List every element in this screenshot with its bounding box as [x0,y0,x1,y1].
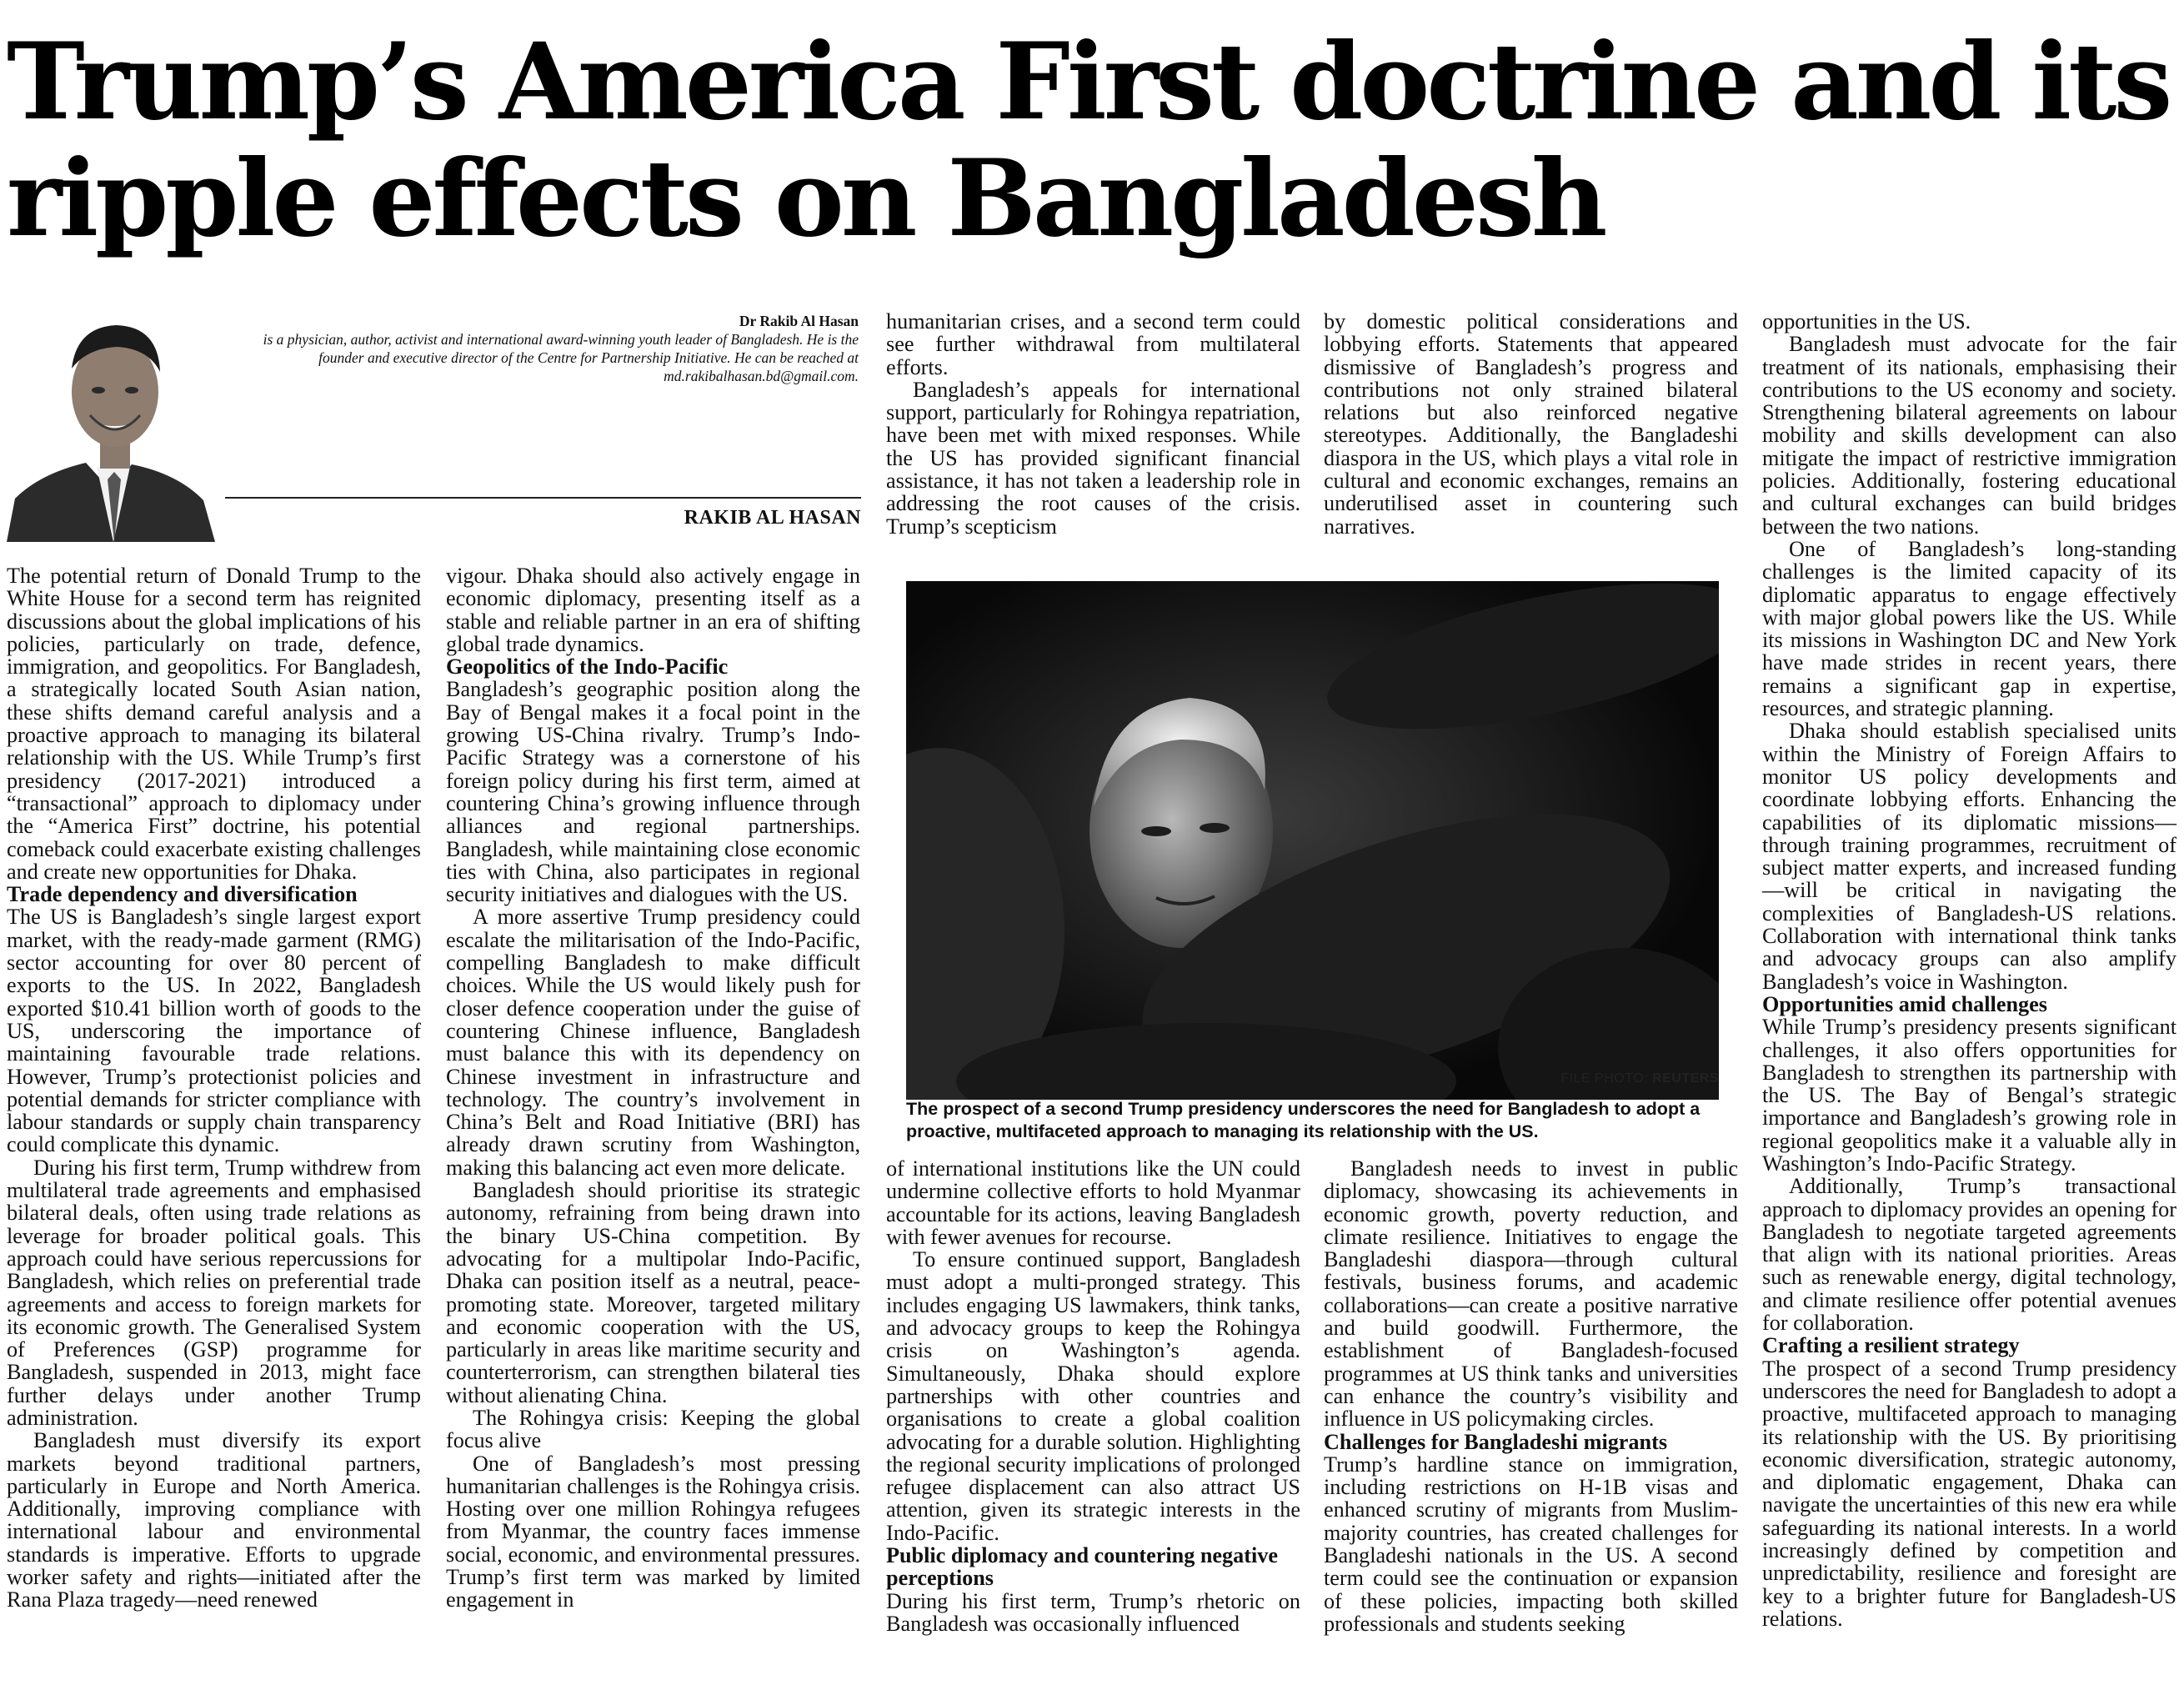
column-5 [1762,310,2176,1630]
byline: RAKIB AL HASAN [684,507,861,529]
author-bio [257,312,859,385]
column-4-bottom [1324,1157,1738,1635]
author-portrait-image [7,300,222,542]
paragraph: Bangladesh should prioritise its strategic autonomy, refraining from being drawn into the binary US-China competition. By advocating for a multipolar Indo-Pacific, Dhaka can position itself as a neutral, peace-promoting state. Moreover, targeted military and economic cooperation with the US, particularly in areas like maritime security and counterterrorism, can strengthen bilateral ties without alienating China. [446,1178,860,1407]
paragraph: A more assertive Trump presidency could escalate the militarisation of the Indo-Pacific, compelling Bangladesh to make difficult choices. While the US would likely push for closer defence cooperation under the guise of countering Chinese influence, Bangladesh must balance this with its dependency on Chinese investment in infrastructure and technology. The country’s involvement in China’s Belt and Road Initiative (BRI) has already drawn scrutiny from Washington, making this balancing act even more delicate. [446,905,860,1180]
photo-caption: The prospect of a second Trump presidency underscores the need for Bangladesh to adopt a proactive, multifaceted approach to managing its relationship with the US. [906,1099,1701,1141]
main-photo [906,581,1719,1100]
paragraph: Bangladesh’s geographic position along the Bay of Bengal makes it a focal point in the growing US-China rivalry. Trump’s Indo-Pacific Strategy was a cornerstone of his foreign policy during his first term, aimed at countering China’s growing influence through alliances and regional partnerships. Bangladesh, while maintaining close economic ties with China, also participates in regional security initiatives and dialogues with the US. [446,677,860,907]
photo-credit-prefix: FILE PHOTO: [1560,1071,1653,1086]
main-photo-image [906,581,1719,1100]
paragraph: vigour. Dhaka should also actively engage in economic diplomacy, presenting itself as a stable and reliable partner in an era of shifting global trade dynamics. [446,564,860,656]
paragraph: opportunities in the US. [1762,309,1971,333]
column-4-top [1324,310,1738,538]
column-3-bottom [886,1157,1300,1635]
paragraph: One of Bangladesh’s long-standing challenges is the limited capacity of its diplomatic apparatus to engage effectively with major global powers like the US. While its missions in Washington DC and New York have made strides in recent years, there remains a significant gap in expertise, resources, and strategic planning. [1762,536,2176,721]
subheading: Geopolitics of the Indo-Pacific [446,654,729,680]
paragraph: Additionally, Trump’s transactional approach to diplomacy provides an opening for Bangladesh to negotiate targeted agreements that align with its national priorities. Areas such as renewable energy, digital technology, and climate resilience offer potential avenues for collaboration. [1762,1174,2176,1336]
subheading: Challenges for Bangladeshi migrants [1324,1429,1668,1454]
paragraph: The US is Bangladesh’s single largest export market, with the ready-made garment (RMG) sector accounting for over 80 percent of exports to the US. In 2022, Bangladesh exported $10.41 billion worth of goods to the US, underscoring the importance of maintaining favourable trade relations. However, Trump’s protectionist policies and potential demands for stricter compliance with labour standards or supply chain transparency could complicate this dynamic. [7,905,421,1157]
paragraph: The potential return of Donald Trump to the White House for a second term has reignited discussions about the global implications of his policies, particularly on trade, defence, immigration, and geopolitics. For Bangladesh, a strategically located South Asian nation, these shifts demand careful analysis and a proactive approach to managing its bilateral relationship with the US. While Trump’s first presidency (2017-2021) introduced a “transactional” approach to diplomacy under the “America First” doctrine, his potential comeback could exacerbate existing challenges and create new opportunities for Dhaka. [7,564,421,884]
author-block [7,300,861,542]
subheading: Trade dependency and diversification [7,882,358,907]
author-photo [7,300,222,542]
author-bio-text: is a physician, author, activist and international award-winning youth leader of Bangladesh. He is the founder and executive director of the Centre for Partnership Initiative. He can be reached at md.rakibalhasan.bd@gmail.com. [263,331,859,384]
subheading: Public diplomacy and countering negative perceptions [886,1543,1278,1591]
paragraph: The Rohingya crisis: Keeping the global focus alive [446,1405,860,1453]
paragraph: Bangladesh’s appeals for international support, particularly for Rohingya repatriation, have been met with mixed responses. While the US has provided significant financial assistance, it has not taken a leadership role in addressing the root causes of the crisis. Trump’s scepticism [886,377,1300,539]
paragraph: humanitarian crises, and a second term could see further withdrawal from multilateral efforts. [886,309,1300,379]
column-2 [446,564,860,1612]
photo-credit [906,1071,1719,1086]
photo-credit-source: REUTERS [1652,1071,1719,1086]
paragraph: of international institutions like the UN could undermine collective efforts to hold Myanmar accountable for its actions, leaving Bangladesh with fewer avenues for recourse. [886,1156,1300,1249]
paragraph: To ensure continued support, Bangladesh must adopt a multi-pronged strategy. This includes engaging US lawmakers, think tanks, and advocacy groups to keep the Rohingya crisis on Washington’s agenda. Simultaneously, Dhaka should explore partnerships with other countries and organisations to create a global coalition advocating for a durable solution. Highlighting the regional security implications of prolonged refugee displacement can also attract US attention, given its strategic interests in the Indo-Pacific. [886,1247,1300,1545]
paragraph: Trump’s hardline stance on immigration, including restrictions on H-1B visas and enhanced scrutiny of migrants from Muslim-majority countries, has created challenges for Bangladeshi nationals in the US. A second term could see the continuation or expansion of these policies, impacting both skilled professionals and students seeking [1324,1452,1738,1636]
paragraph: While Trump’s presidency presents significant challenges, it also offers opportunities for Bangladesh to strengthen its partnership with the US. The Bay of Bengal’s strategic importance and Bangladesh’s growing role in regional geopolitics make it a valuable ally in Washington’s Indo-Pacific Strategy. [1762,1015,2176,1176]
paragraph: During his first term, Trump’s rhetoric on Bangladesh was occasionally influenced [886,1588,1300,1636]
column-3-top [886,310,1300,538]
subheading: Opportunities amid challenges [1762,991,2047,1016]
paragraph: One of Bangladesh’s most pressing humanitarian challenges is the Rohingya crisis. Hosting over one million Rohingya refugees from Myanmar, the country faces immense social, economic, and environmental pressures. Trump’s first term was marked by limited engagement in [446,1451,860,1612]
paragraph: During his first term, Trump withdrew from multilateral trade agreements and emphasised bilateral deals, often using trade relations as leverage for broader political goals. This approach could have serious repercussions for Bangladesh, which relies on preferential trade agreements and access to foreign markets for its economic growth. The Generalised System of Preferences (GSP) programme for Bangladesh, suspended in 2013, might face further delays under another Trump administration. [7,1155,421,1430]
paragraph: by domestic political considerations and lobbying efforts. Statements that appeared dismissive of Bangladesh’s progress and contributions not only strained bilateral relations but also reinforced negative stereotypes. Additionally, the Bangladeshi diaspora in the US, which plays a vital role in cultural and economic exchanges, remains an underutilised asset in countering such narratives. [1324,309,1738,539]
paragraph: The prospect of a second Trump presidency underscores the need for Bangladesh to adopt a proactive, multifaceted approach to managing its relationship with the US. By prioritising economic diversification, strategic autonomy, and diplomatic engagement, Dhaka can navigate the uncertainties of this new era while safeguarding its national interests. In a world increasingly defined by competition and unpredictability, resilience and foresight are key to a brighter future for Bangladesh-US relations. [1762,1356,2176,1631]
paragraph: Bangladesh must advocate for the fair treatment of its nationals, emphasising their contributions to the US economy and society. Strengthening bilateral agreements on labour mobility and skills development can also mitigate the impact of restrictive immigration policies. Additionally, fostering educational and cultural exchanges can build bridges between the two nations. [1762,332,2176,539]
subheading: Crafting a resilient strategy [1762,1333,2020,1358]
column-1 [7,564,421,1612]
paragraph: Bangladesh needs to invest in public diplomacy, showcasing its achievements in economic growth, poverty reduction, and climate resilience. Initiatives to engage the Bangladeshi diaspora—through cultural festivals, business forums, and academic collaborations—can create a positive narrative and build goodwill. Furthermore, the establishment of Bangladesh-focused programmes at US think tanks and universities can enhance the country’s visibility and influence in US policymaking circles. [1324,1156,1738,1432]
byline-rule [225,497,861,499]
author-name: Dr Rakib Al Hasan [739,313,859,329]
paragraph: Dhaka should establish specialised units within the Ministry of Foreign Affairs to monitor US policy developments and coordinate lobbying efforts. Enhancing the capabilities of its diplomatic missions—through training programmes, recruitment of subject matter experts, and increased funding—will be critical in navigating the complexities of Bangladesh-US relations. Collaboration with international think tanks and advocacy groups can also amplify Bangladesh’s voice in Washington. [1762,719,2176,994]
paragraph: Bangladesh must diversify its export markets beyond traditional partners, particularly in Europe and North America. Additionally, improving compliance with international labour and environmental standards is imperative. Efforts to upgrade worker safety and rights—initiated after the Rana Plaza tragedy—need renewed [7,1428,421,1612]
headline: Trump’s America First doctrine and its ripple effects on Bangladesh [7,20,2170,260]
